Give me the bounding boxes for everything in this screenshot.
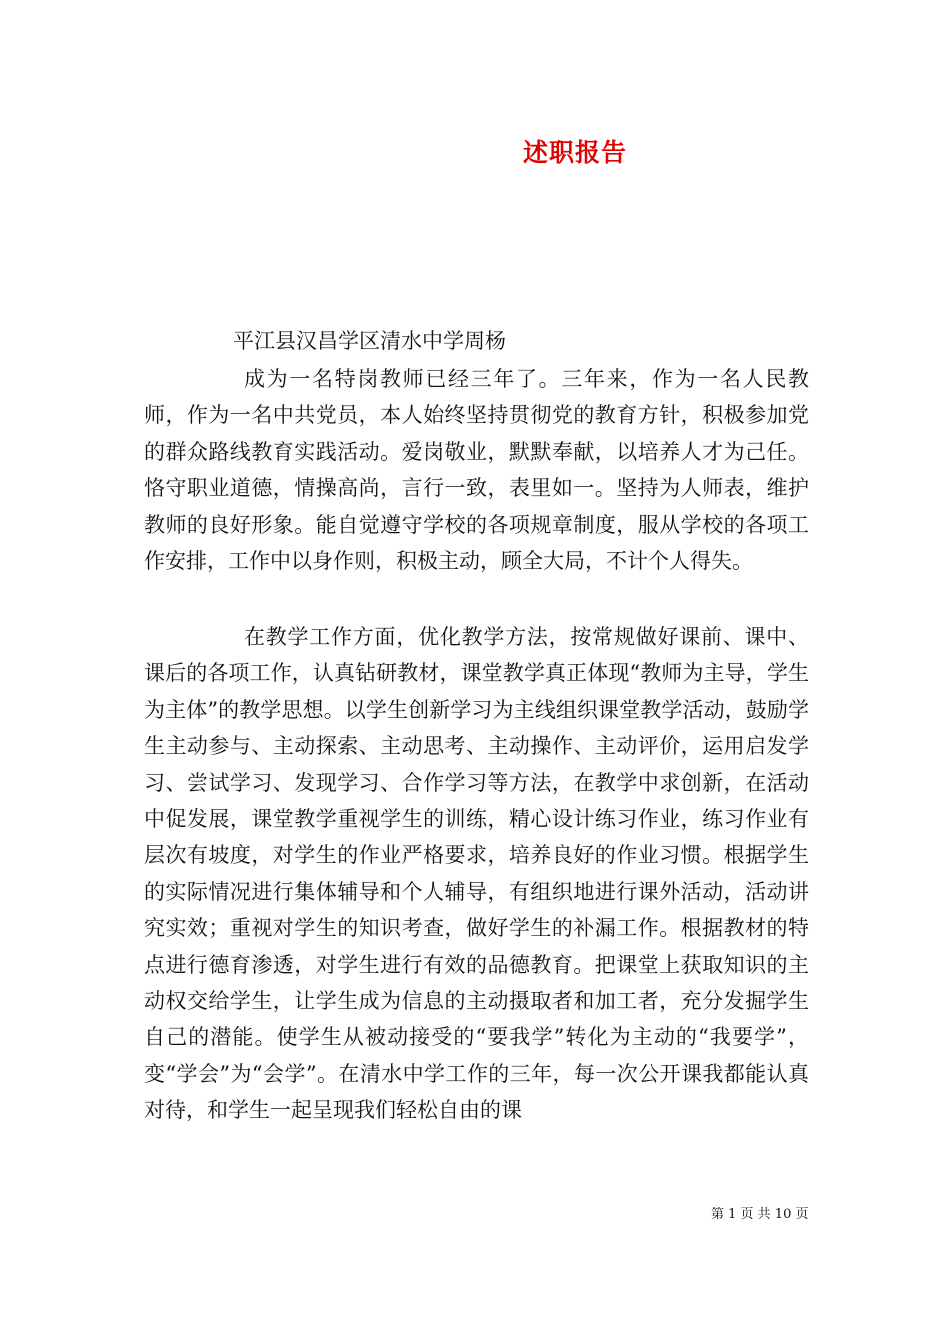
document-title: 述职报告 [522,138,627,167]
paragraph-1: 成为一名特岗教师已经三年了。三年来，作为一名人民教师，作为一名中共党员，本人始终坚持贯彻党的教育方针，积极参加党的群众路线教育实践活动。爱岗敬业，默默奉献，以培养人才为己任。恪守职业道德，情操高尚，言行一致，表里如一。坚持为人师表，维护教师的良好形象。能自觉遵守学校的各项规章制度，服从学校的各项工作安排，工作中以身作则，积极主动，顾全大局，不计个人得失。 [144,367,809,574]
author-line: 平江县汉昌学区清水中学周杨 [233,329,506,353]
paragraph-2: 在教学工作方面，优化教学方法，按常规做好课前、课中、课后的各项工作，认真钻研教材，课堂教学真正体现“教师为主导，学生为主体”的教学思想。以学生创新学习为主线组织课堂教学活动，鼓励学生主动参与、主动探索、主动思考、主动操作、主动评价，运用启发学习、尝试学习、发现学习、合作学习等方法，在教学中求创新，在活动中促发展，课堂教学重视学生的训练，精心设计练习作业，练习作业有层次有坡度，对学生的作业严格要求，培养良好的作业习惯。根据学生的实际情况进行集体辅导和个人辅导，有组织地进行课外活动，活动讲究实效；重视对学生的知识考查，做好学生的补漏工作。根据教材的特点进行德育渗透，对学生进行有效的品德教育。把课堂上获取知识的主动权交给学生，让学生成为信息的主动摄取者和加工者，充分发掘学生自己的潜能。使学生从被动接受的“要我学”转化为主动的“我要学”，变“学会”为“会学”。在清水中学工作的三年，每一次公开课我都能认真对待，和学生一起呈现我们轻松自由的课 [144,625,809,1123]
page-number-footer: 第 1 页 共 10 页 [711,1207,809,1222]
